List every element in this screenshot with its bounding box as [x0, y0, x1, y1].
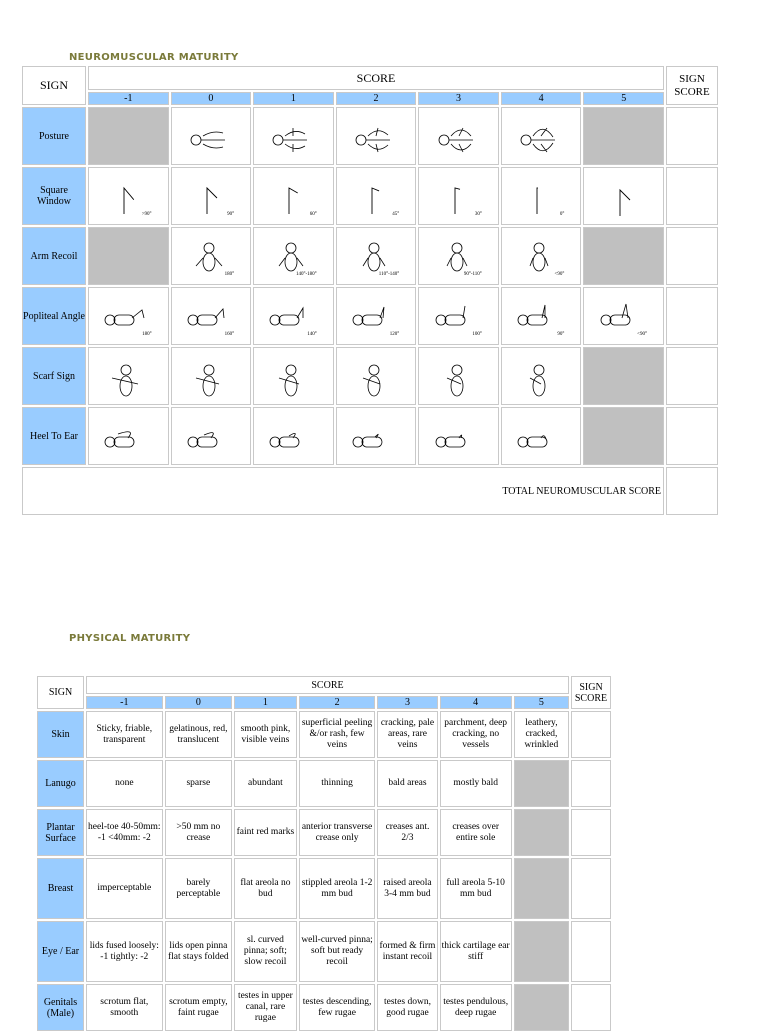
score-header: SCORE — [86, 676, 569, 694]
figure-cell — [583, 167, 664, 225]
figure-cell — [336, 107, 417, 165]
score-col-header: 0 — [171, 92, 252, 105]
grey-cell — [514, 921, 569, 982]
sign-score-cell[interactable] — [666, 227, 718, 285]
criteria-cell: none — [86, 760, 163, 807]
criteria-cell: superficial peeling &/or rash, few veins — [299, 711, 376, 758]
angle-label: 45° — [392, 211, 400, 217]
figure-cell — [171, 407, 252, 465]
figure-cell — [171, 227, 252, 285]
table-row — [37, 921, 611, 982]
figure-cell — [88, 167, 169, 225]
angle-label: 90° — [557, 331, 565, 337]
sign-name: Plantar Surface — [37, 809, 84, 856]
figure-drawing — [263, 418, 323, 462]
criteria-cell: sparse — [165, 760, 233, 807]
sign-name: Lanugo — [37, 760, 84, 807]
sign-name: Eye / Ear — [37, 921, 84, 982]
angle-label: 90°-110° — [463, 271, 482, 277]
criteria-cell: testes pendulous, deep rugae — [440, 984, 512, 1031]
figure-cell — [336, 167, 417, 225]
score-col-header: 4 — [440, 696, 512, 709]
sign-name: Heel To Ear — [22, 407, 86, 465]
score-col-header: 2 — [336, 92, 417, 105]
table-row — [37, 809, 611, 856]
grey-cell — [514, 858, 569, 919]
criteria-cell: raised areola 3-4 mm bud — [377, 858, 437, 919]
criteria-cell: >50 mm no crease — [165, 809, 233, 856]
figure-drawing — [346, 358, 406, 402]
figure-drawing — [263, 358, 323, 402]
grey-cell — [514, 809, 569, 856]
criteria-cell: Sticky, friable, transparent — [86, 711, 163, 758]
figure-cell — [253, 167, 334, 225]
table-row — [22, 107, 718, 165]
criteria-cell: bald areas — [377, 760, 437, 807]
criteria-cell: heel-toe 40-50mm: -1 <40mm: -2 — [86, 809, 163, 856]
figure-cell — [583, 287, 664, 345]
table-row — [37, 858, 611, 919]
figure-drawing — [429, 358, 489, 402]
figure-drawing — [511, 358, 571, 402]
score-header: SCORE — [88, 66, 664, 90]
sign-score-cell[interactable] — [571, 711, 611, 758]
figure-cell — [253, 347, 334, 405]
neuromuscular-table — [20, 64, 720, 517]
score-col-header: -1 — [86, 696, 163, 709]
table-row — [22, 227, 718, 285]
figure-cell — [336, 227, 417, 285]
criteria-cell: imperceptable — [86, 858, 163, 919]
grey-cell — [583, 407, 664, 465]
grey-cell — [88, 107, 169, 165]
figure-drawing — [429, 118, 489, 162]
figure-drawing — [511, 118, 571, 162]
criteria-cell: faint red marks — [234, 809, 297, 856]
figure-drawing — [98, 418, 158, 462]
sign-score-cell[interactable] — [571, 809, 611, 856]
figure-cell — [171, 167, 252, 225]
figure-cell — [171, 287, 252, 345]
figure-cell — [501, 407, 582, 465]
sign-score-cell[interactable] — [571, 921, 611, 982]
score-col-header: -1 — [88, 92, 169, 105]
figure-cell — [88, 347, 169, 405]
score-col-header: 4 — [501, 92, 582, 105]
criteria-cell: scrotum empty, faint rugae — [165, 984, 233, 1031]
angle-label: 0° — [559, 211, 565, 217]
sign-score-header: SIGN SCORE — [571, 676, 611, 709]
score-col-header: 5 — [583, 92, 664, 105]
sign-name: Posture — [22, 107, 86, 165]
angle-label: 180° — [142, 331, 152, 337]
figure-cell — [501, 227, 582, 285]
sign-score-cell[interactable] — [666, 107, 718, 165]
figure-drawing — [181, 418, 241, 462]
criteria-cell: thick cartilage ear stiff — [440, 921, 512, 982]
figure-cell — [418, 287, 499, 345]
figure-drawing — [181, 358, 241, 402]
figure-cell — [418, 227, 499, 285]
sign-name: Popliteal Angle — [22, 287, 86, 345]
criteria-cell: testes in upper canal, rare rugae — [234, 984, 297, 1031]
figure-cell — [501, 167, 582, 225]
score-col-header: 3 — [418, 92, 499, 105]
table-row — [22, 407, 718, 465]
criteria-cell: leathery, cracked, wrinkled — [514, 711, 569, 758]
figure-cell — [418, 407, 499, 465]
table-row — [37, 711, 611, 758]
figure-cell — [88, 287, 169, 345]
table-row — [22, 347, 718, 405]
figure-cell — [336, 407, 417, 465]
figure-cell — [336, 287, 417, 345]
angle-label: 30° — [474, 211, 482, 217]
figure-cell — [336, 347, 417, 405]
figure-cell — [501, 107, 582, 165]
grey-cell — [514, 760, 569, 807]
neuromuscular-title: NEUROMUSCULAR MATURITY — [69, 52, 239, 63]
score-col-header: 1 — [234, 696, 297, 709]
criteria-cell: smooth pink, visible veins — [234, 711, 297, 758]
criteria-cell: testes descending, few rugae — [299, 984, 376, 1031]
figure-cell — [501, 347, 582, 405]
total-label: TOTAL NEUROMUSCULAR SCORE — [22, 467, 664, 515]
figure-drawing — [181, 118, 241, 162]
angle-label: 110°-140° — [378, 271, 400, 277]
figure-drawing — [346, 118, 406, 162]
figure-cell — [418, 167, 499, 225]
score-col-header: 1 — [253, 92, 334, 105]
physical-title: PHYSICAL MATURITY — [69, 633, 191, 644]
angle-label: 90° — [227, 211, 235, 217]
criteria-cell: mostly bald — [440, 760, 512, 807]
criteria-cell: flat areola no bud — [234, 858, 297, 919]
criteria-cell: lids fused loosely: -1 tightly: -2 — [86, 921, 163, 982]
grey-cell — [583, 107, 664, 165]
angle-label: 100° — [472, 331, 482, 337]
figure-cell — [171, 347, 252, 405]
angle-label: 140° — [307, 331, 317, 337]
score-col-header: 0 — [165, 696, 233, 709]
figure-drawing — [511, 418, 571, 462]
sign-name: Arm Recoil — [22, 227, 86, 285]
criteria-cell: well-curved pinna; soft but ready recoil — [299, 921, 376, 982]
score-col-header: 2 — [299, 696, 376, 709]
criteria-cell: parchment, deep cracking, no vessels — [440, 711, 512, 758]
criteria-cell: cracking, pale areas, rare veins — [377, 711, 437, 758]
sign-header: SIGN — [37, 676, 84, 709]
table-row — [22, 287, 718, 345]
criteria-cell: thinning — [299, 760, 376, 807]
criteria-cell: barely perceptable — [165, 858, 233, 919]
figure-cell — [171, 107, 252, 165]
figure-drawing — [346, 418, 406, 462]
figure-drawing — [429, 418, 489, 462]
physical-table — [35, 674, 613, 1033]
sign-name: Scarf Sign — [22, 347, 86, 405]
angle-label: 160° — [224, 331, 235, 337]
criteria-cell: testes down, good rugae — [377, 984, 437, 1031]
sign-score-cell[interactable] — [571, 760, 611, 807]
figure-cell — [88, 407, 169, 465]
table-row — [22, 167, 718, 225]
figure-cell — [253, 107, 334, 165]
criteria-cell: gelatinous, red, translucent — [165, 711, 233, 758]
criteria-cell: creases ant. 2/3 — [377, 809, 437, 856]
criteria-cell: sl. curved pinna; soft; slow recoil — [234, 921, 297, 982]
criteria-cell: creases over entire sole — [440, 809, 512, 856]
criteria-cell: full areola 5-10 mm bud — [440, 858, 512, 919]
score-col-header: 5 — [514, 696, 569, 709]
criteria-cell: lids open pinna flat stays folded — [165, 921, 233, 982]
sign-score-cell[interactable] — [666, 167, 718, 225]
angle-label: 180° — [224, 271, 235, 277]
figure-drawing — [263, 118, 323, 162]
sign-score-header: SIGN SCORE — [666, 66, 718, 105]
sign-name: Genitals (Male) — [37, 984, 84, 1031]
figure-cell — [501, 287, 582, 345]
criteria-cell: scrotum flat, smooth — [86, 984, 163, 1031]
figure-cell — [418, 107, 499, 165]
criteria-cell: anterior transverse crease only — [299, 809, 376, 856]
sign-score-cell[interactable] — [571, 858, 611, 919]
criteria-cell: formed & firm instant recoil — [377, 921, 437, 982]
score-col-header: 3 — [377, 696, 437, 709]
angle-label: 120° — [389, 331, 400, 337]
figure-cell — [253, 287, 334, 345]
angle-label: 140°-180° — [296, 271, 317, 277]
angle-label: <90° — [554, 271, 565, 277]
sign-score-cell[interactable] — [666, 287, 718, 345]
figure-drawing — [594, 178, 654, 222]
figure-cell — [253, 227, 334, 285]
sign-score-cell[interactable] — [666, 407, 718, 465]
sign-name: Square Window — [22, 167, 86, 225]
sign-name: Breast — [37, 858, 84, 919]
table-row — [37, 760, 611, 807]
angle-label: 60° — [309, 211, 317, 217]
angle-label: >90° — [141, 211, 152, 217]
sign-header: SIGN — [22, 66, 86, 105]
sign-score-cell[interactable] — [666, 347, 718, 405]
figure-cell — [253, 407, 334, 465]
criteria-cell: abundant — [234, 760, 297, 807]
angle-label: <90° — [637, 331, 647, 337]
grey-cell — [583, 227, 664, 285]
grey-cell — [88, 227, 169, 285]
figure-drawing — [98, 358, 158, 402]
total-score-cell[interactable] — [666, 467, 718, 515]
grey-cell — [583, 347, 664, 405]
sign-name: Skin — [37, 711, 84, 758]
figure-cell — [418, 347, 499, 405]
criteria-cell: stippled areola 1-2 mm bud — [299, 858, 376, 919]
